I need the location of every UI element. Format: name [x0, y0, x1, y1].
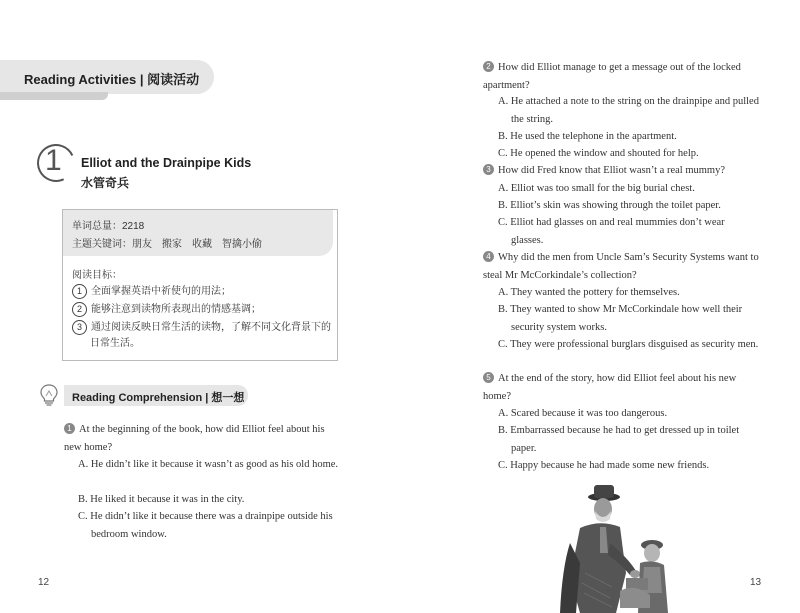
question-number: 5	[483, 372, 494, 383]
banner-underline	[0, 92, 108, 100]
question-text: At the beginning of the book, how did Elliot feel about his new home?	[64, 424, 325, 453]
answer-option: B. Embarrassed because he had to get dressed up in toilet paper.	[498, 425, 740, 454]
answer-option: A. Elliot was too small for the big burial chest.	[498, 183, 695, 194]
question-text: How did Elliot manage to get a message out of the locked apartment?	[483, 62, 741, 91]
comprehension-title: Reading Comprehension | 想一想	[72, 392, 245, 404]
goals-title: 阅读目标：	[72, 270, 122, 281]
question-number: 2	[483, 61, 494, 72]
answer-option: A. They wanted the pottery for themselves.	[498, 287, 680, 298]
page-number-left: 12	[38, 577, 50, 588]
answer-option: C. Happy because he had made some new friends.	[498, 460, 710, 471]
goal-item	[72, 284, 334, 300]
chapter-subtitle: 水管奇兵	[81, 176, 130, 190]
word-count: 单词总量：2218	[72, 221, 145, 232]
page-number-right: 13	[750, 577, 762, 588]
question-item	[483, 249, 759, 284]
answer-option: A. Scared because it was too dangerous.	[498, 408, 668, 419]
question-text: Why did the men from Uncle Sam’s Security Systems want to steal Mr McCorkindale’s collection?	[483, 252, 759, 281]
question-item	[483, 370, 759, 405]
chapter-title: Elliot and the Drainpipe Kids	[81, 156, 252, 170]
old-man-and-boy-illustration	[540, 483, 680, 613]
theme-keywords: 主题关键词：朋友 搬家 收藏 智擒小偷	[72, 239, 262, 250]
answer-option: B. Elliot’s skin was showing through the toilet paper.	[498, 200, 721, 211]
goal-item	[72, 302, 334, 318]
question-number: 1	[64, 423, 75, 434]
answer-option: A. He attached a note to the string on the drainpipe and pulled the string.	[498, 96, 759, 125]
goal-item	[72, 320, 334, 352]
answer-option: B. They wanted to show Mr McCorkindale how well their security system works.	[498, 304, 743, 333]
question-item	[483, 59, 759, 94]
answer-option: A. He didn’t like it because it wasn’t as good as his old home.	[78, 459, 339, 470]
section-title: Reading Activities | 阅读活动	[24, 72, 200, 87]
answer-option: C. He didn’t like it because there was a drainpipe outside his bedroom window.	[78, 511, 333, 540]
answer-option: C. He opened the window and shouted for help.	[498, 148, 699, 159]
goal-number: 2	[72, 302, 87, 317]
answer-option: B. He liked it because it was in the city.	[78, 494, 245, 505]
chapter-number: 1	[45, 144, 62, 177]
question-item	[483, 162, 759, 180]
question-text: At the end of the story, how did Elliot feel about his new home?	[483, 373, 737, 402]
goal-number: 1	[72, 284, 87, 299]
reading-info-box	[62, 209, 338, 361]
question-number: 3	[483, 164, 494, 175]
question-number: 4	[483, 251, 494, 262]
goal-text: 全面掌握英语中祈使句的用法；	[91, 286, 231, 298]
answer-option: C. Elliot had glasses on and real mummies don’t wear glasses.	[498, 217, 725, 246]
answer-option: C. They were professional burglars disguised as security men.	[498, 339, 759, 350]
goal-text: 通过阅读反映日常生活的读物，了解不同文化背景下的日常生活。	[90, 322, 331, 350]
goal-number: 3	[72, 320, 87, 335]
answer-option: B. He used the telephone in the apartment.	[498, 131, 677, 142]
question-item	[64, 421, 339, 456]
question-text: How did Fred know that Elliot wasn’t a real mummy?	[498, 165, 725, 176]
goal-text: 能够注意到读物所表现出的情感基调；	[91, 304, 261, 316]
lightbulb-icon	[40, 384, 58, 406]
